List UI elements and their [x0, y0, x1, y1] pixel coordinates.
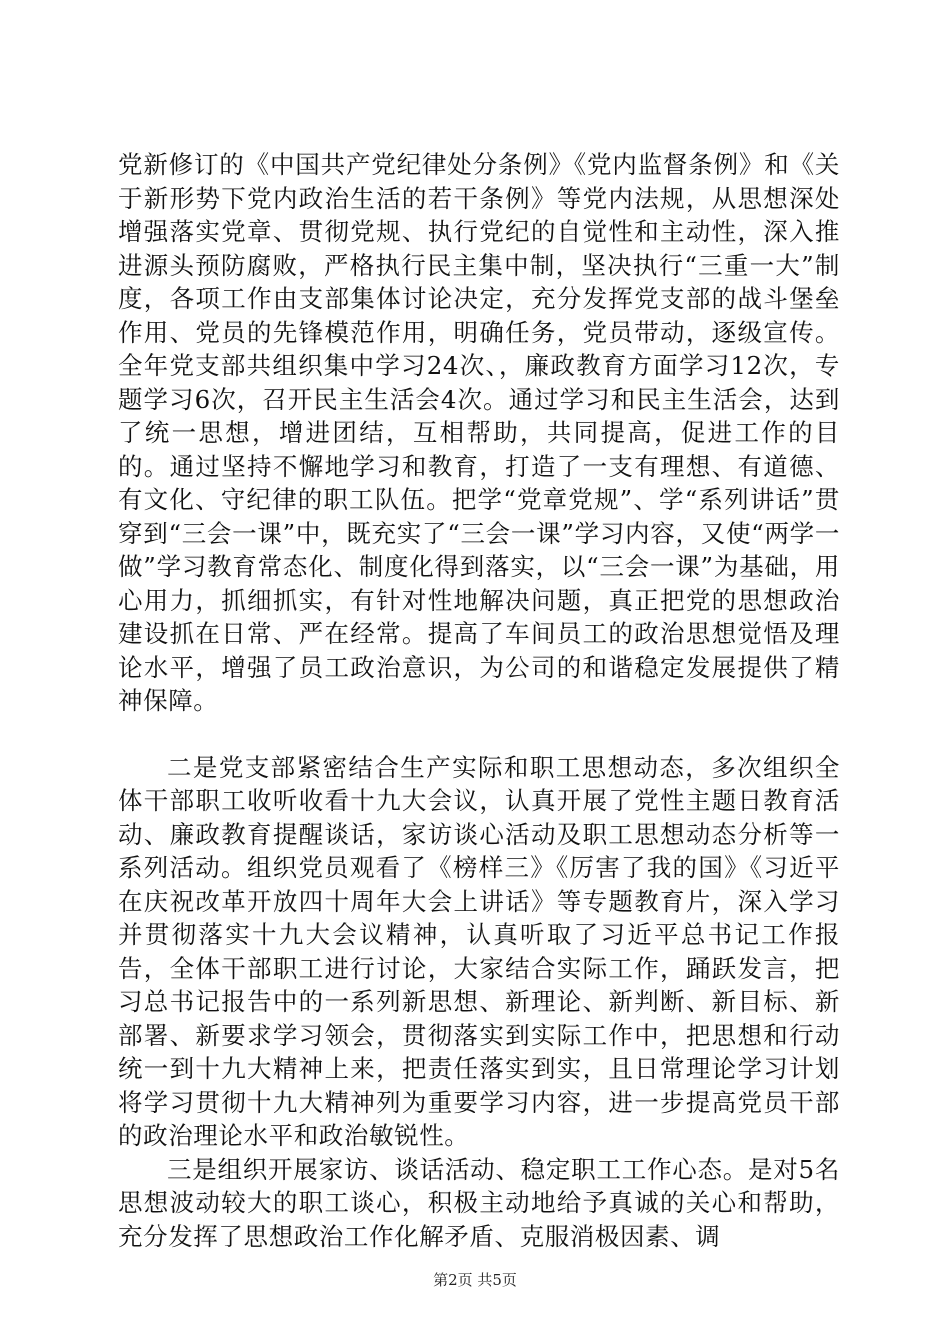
paragraph-2: 二是党支部紧密结合生产实际和职工思想动态，多次组织全体干部职工收听收看十九大会议，认真开展了党性主题日教育活动、廉政教育提醒谈话，家访谈心活动及职工思想动态分析等一系列活动。组织党员观看了《榜样三》《厉害了我的国》《习近平在庆祝改革开放四十周年大会上讲话》等专题教育片，深入学习并贯彻落实十九大会议精神，认真听取了习近平总书记工作报告，全体干部职工进行讨论，大家结合实际工作，踊跃发言，把习总书记报告中的一系列新思想、新理论、新判断、新目标、新部署、新要求学习领会，贯彻落实到实际工作中，把思想和行动统一到十九大精神上来，把责任落实到实，且日常理论学习计划将学习贯彻十九大精神列为重要学习内容，进一步提高党员干部的政治理论水平和政治敏锐性。 — [118, 752, 840, 1150]
paragraph-1: 党新修订的《中国共产党纪律处分条例》《党内监督条例》和《关于新形势下党内政治生活的若干条例》等党内法规，从思想深处增强落实党章、贯彻党规、执行党纪的自觉性和主动性，深入推进源头预防腐败，严格执行民主集中制，坚决执行“三重一大”制度，各项工作由支部集体讨论决定，充分发挥党支部的战斗堡垒作用、党员的先锋模范作用，明确任务，党员带动，逐级宣传。全年党支部共组织集中学习24次、，廉政教育方面学习12次，专题学习6次，召开民主生活会4次。通过学习和民主生活会，达到了统一思想，增进团结，互相帮助，共同提高，促进工作的目的。通过坚持不懈地学习和教育，打造了一支有理想、有道德、有文化、守纪律的职工队伍。把学“党章党规”、学“系列讲话”贯穿到“三会一课”中，既充实了“三会一课”学习内容，又使“两学一做”学习教育常态化、制度化得到落实，以“三会一课”为基础，用心用力，抓细抓实，有针对性地解决问题，真正把党的思想政治建设抓在日常、严在经常。提高了车间员工的政治思想觉悟及理论水平，增强了员工政治意识，为公司的和谐稳定发展提供了精神保障。 — [118, 150, 840, 715]
page-footer: 第2页 共5页 — [433, 1271, 517, 1289]
document-body — [118, 148, 840, 1253]
paragraph-3: 三是组织开展家访、谈话活动、稳定职工工作心态。是对5名思想波动较大的职工谈心，积极主动地给予真诚的关心和帮助，充分发挥了思想政治工作化解矛盾、克服消极因素、调 — [118, 1154, 840, 1251]
